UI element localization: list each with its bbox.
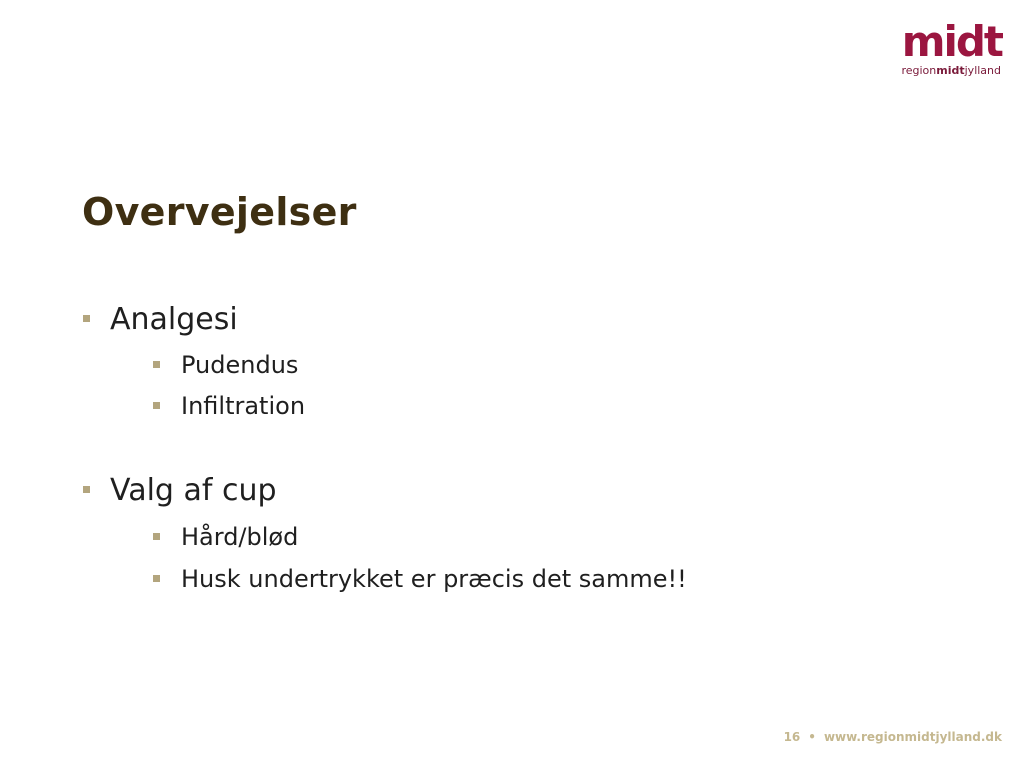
footer-url: www.regionmidtjylland.dk <box>823 730 1002 744</box>
sub-bullet-item <box>153 564 687 594</box>
bullet-text: Analgesi <box>110 302 238 337</box>
region-midtjylland-logo <box>877 17 1002 78</box>
sub-bullet-text: Hård/blød <box>181 523 299 551</box>
footer-separator: • <box>808 730 816 744</box>
sub-bullet-item <box>153 350 298 380</box>
logo-sub-prefix: region <box>901 64 937 77</box>
sub-bullet-text: Husk undertrykket er præcis det samme!! <box>181 565 687 593</box>
sub-bullet-item <box>153 522 298 552</box>
square-bullet-icon <box>153 533 160 540</box>
logo-sub-suffix: jylland <box>964 64 1001 77</box>
bullet-item <box>83 473 277 509</box>
bullet-item <box>83 302 238 338</box>
sub-bullet-text: Pudendus <box>181 351 299 379</box>
square-bullet-icon <box>153 402 160 409</box>
slide-title: Overvejelser <box>82 190 357 234</box>
logo-mark: midt <box>901 17 1002 66</box>
sub-bullet-text: Infiltration <box>181 392 306 420</box>
logo-subtitle <box>877 64 1001 78</box>
square-bullet-icon <box>153 361 160 368</box>
sub-bullet-item <box>153 391 305 421</box>
square-bullet-icon <box>83 486 90 493</box>
logo-sub-bold: midt <box>936 64 965 77</box>
bullet-text: Valg af cup <box>110 473 277 508</box>
square-bullet-icon <box>153 575 160 582</box>
square-bullet-icon <box>83 315 90 322</box>
slide-footer <box>784 730 1002 744</box>
page-number: 16 <box>783 730 801 744</box>
